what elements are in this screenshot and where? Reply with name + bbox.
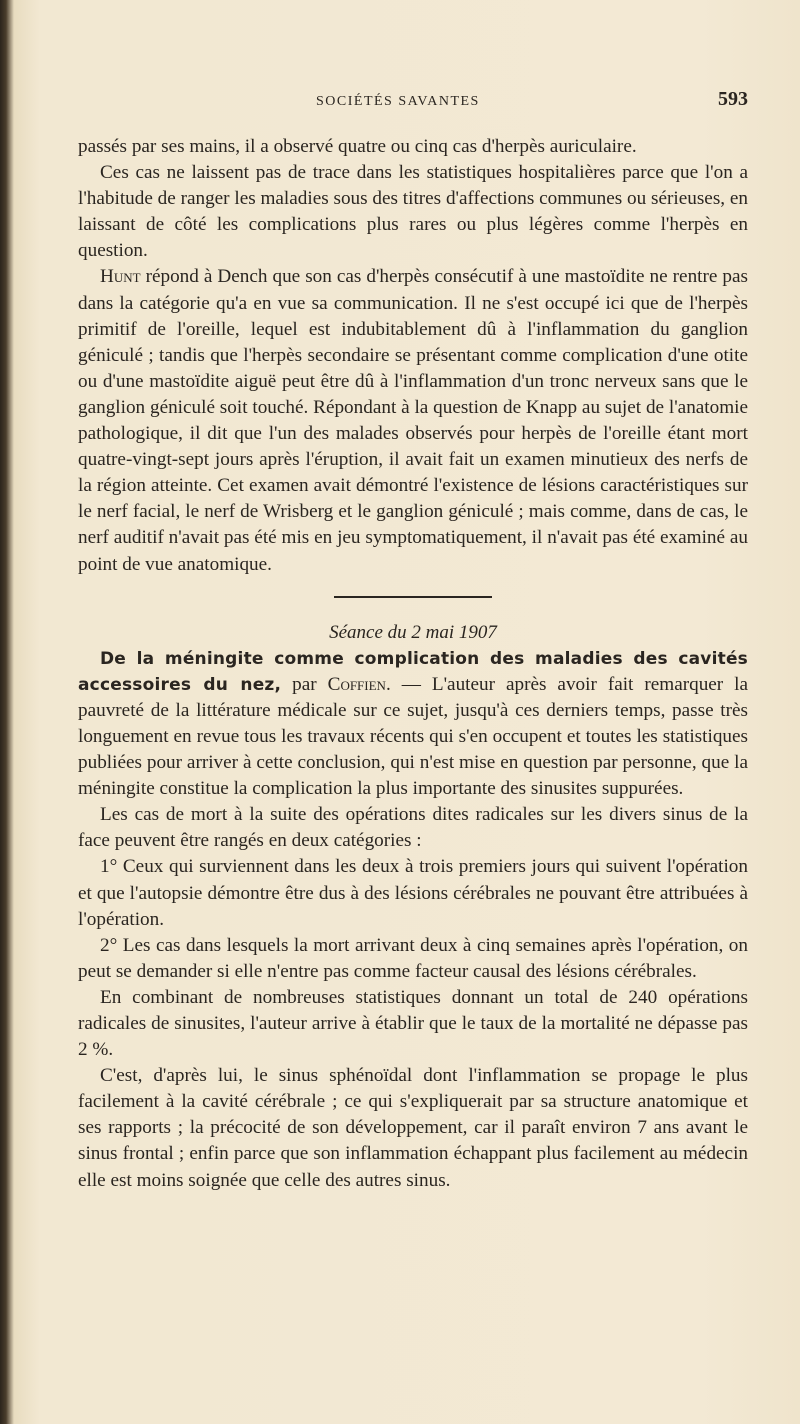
paragraph-category-two: 2° Les cas dans lesquels la mort arrivant deux à cinq semaines après l'opération, on peut se demander si elle n'entre pas comme facteur causal des lésions cérébrales. xyxy=(78,934,748,982)
paragraph-category-one: 1° Ceux qui surviennent dans les deux à trois premiers jours qui suivent l'opération et que l'autopsie démontre être dus à des lésions cérébrales ne pouvant être attribuées à l'opération. xyxy=(78,856,748,930)
body-text xyxy=(78,134,748,1194)
section-divider xyxy=(334,596,492,598)
paragraph-meningitis xyxy=(78,646,748,803)
paragraph-sphenoid-sinus: C'est, d'après lui, le sinus sphénoïdal dont l'inflammation se propage le plus facilement à la cavité cérébrale ; ce qui s'expliquerait par sa structure anatomique et ses rapports ; la précocité de son développement, car il paraît environ 7 ans avant le sinus frontal ; enfin parce que son inflammation échappant plus facilement au médecin elle est moins soignée que celle des autres sinus. xyxy=(78,1065,748,1191)
paragraph-death-categories: Les cas de mort à la suite des opérations dites radicales sur les divers sinus de la face peuvent être rangés en deux catégories : xyxy=(78,804,748,852)
paragraph-mortality-rate: En combinant de nombreuses statistiques donnant un total de 240 opérations radicales de sinusites, l'auteur arrive à établir que le taux de la mortalité ne dépasse pas 2 %. xyxy=(78,986,748,1061)
running-head: SOCIÉTÉS SAVANTES xyxy=(316,94,480,109)
page-number: 593 xyxy=(718,88,748,110)
paragraph-hunt-reply xyxy=(78,264,748,577)
paragraph-hospital-statistics: Ces cas ne laissent pas de trace dans les statistiques hospitalières parce que l'on a l'habitude de ranger les maladies sous des titres d'affections communes ou sérieuses, en laissant de côté les complications plus rares ou plus légères comme l'herpès en question. xyxy=(78,162,748,262)
article-author: Coffien. xyxy=(327,673,391,695)
page-header xyxy=(78,88,748,122)
paragraph-continuation: passés par ses mains, il a observé quatre ou cinq cas d'herpès auriculaire. xyxy=(78,136,637,157)
author-name-hunt: Hunt xyxy=(100,266,141,288)
paragraph-hunt-text: répond à Dench que son cas d'herpès consécutif à une mastoïdite ne rentre pas dans la catégorie qu'a en vue sa communication. Il ne s'est occupé ici que de l'herpès primitif de l'oreille, lequel est indubitablement dû à l'inflammation du ganglion géniculé ; tandis que l'herpès secondaire se présentant comme complication d'une otite ou d'une mastoïdite aiguë peut être dû à l'inflammation d'un tronc nerveux sans que le ganglion géniculé soit touché. Répondant à la question de Knapp au sujet de l'anatomie pathologique, il dit que l'un des malades observés pour herpès de l'oreille étant mort quatre-vingt-sept jours après l'éruption, il avait fait un examen minutieux des nerfs de la région atteinte. Cet examen avait démontré l'existence de lésions caractéristiques sur le nerf facial, le nerf de Wrisberg et le ganglion géniculé ; mais comme, dans de cas, le nerf auditif n'avait pas été mis en jeu symptomatiquement, il n'avait pas été examiné au point de vue anatomique. xyxy=(78,266,748,575)
paragraph-meningitis-text: — L'auteur après avoir fait remarquer la pauvreté de la littérature médicale sur ce sujet, jusqu'à ces derniers temps, passe très longuement en revue tous les travaux récents qui s'en occupent et toutes les statistiques publiées pour arriver à cette conclusion, qui n'est mise en question par personne, que la méningite constitue la complication la plus importante des sinusites suppurées. xyxy=(78,673,749,800)
session-heading: Séance du 2 mai 1907 xyxy=(329,621,497,643)
article-title: De la méningite comme complication des maladies des cavités accessoires du nez, xyxy=(78,648,748,695)
article-title-par: par xyxy=(281,673,328,695)
